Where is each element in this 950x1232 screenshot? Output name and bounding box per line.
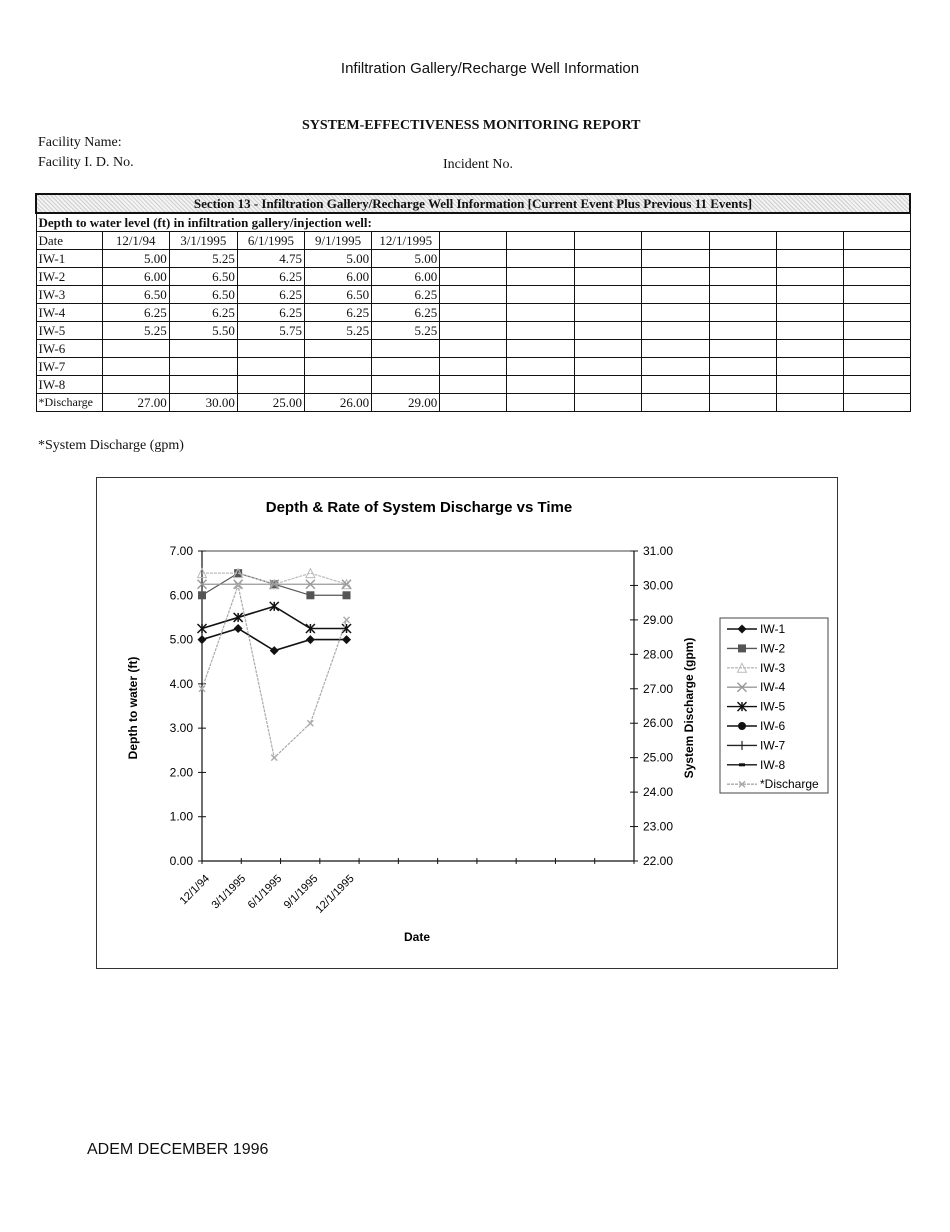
y2-tick-label: 23.00 [643,819,674,834]
footnote: *System Discharge (gpm) [38,438,184,453]
table-row [36,376,910,394]
value-cell [641,286,709,304]
value-cell: 6.25 [237,268,304,286]
y2-tick-label: 30.00 [643,578,674,593]
y-tick-label: 7.00 [169,544,193,558]
square-marker-shape [343,591,351,599]
value-cell: 27.00 [102,394,169,412]
value-cell: 5.25 [305,322,372,340]
value-cell [440,322,507,340]
series-point-iw-5 [270,602,279,611]
value-cell [844,322,910,340]
y2-tick-label: 27.00 [643,681,674,696]
value-cell [507,250,574,268]
table-row [36,286,910,304]
value-cell [776,376,843,394]
value-cell [709,322,776,340]
series-point-iw-1 [198,635,207,644]
x-tick-label: 12/1/94 [177,872,213,908]
series-point-iw-5 [198,624,207,633]
value-cell [709,376,776,394]
section-heading: Section 13 - Infiltration Gallery/Recharge Well Information [Current Event Plus Previous 11 Events] [36,194,910,213]
legend-entry: IW-2 [760,641,786,656]
value-cell [574,268,641,286]
value-cell [641,358,709,376]
diamond-marker-shape [342,635,351,644]
y2-tick-label: 25.00 [643,750,674,765]
legend-entry: *Discharge [760,777,819,792]
row-label: IW-7 [36,358,102,376]
y-tick-label: 5.00 [169,632,193,647]
value-cell [440,358,507,376]
value-cell: 6.25 [102,304,169,322]
diamond-marker-shape [306,635,315,644]
value-cell [641,340,709,358]
date-cell [574,232,641,250]
value-cell [844,376,910,394]
value-cell [102,358,169,376]
value-cell [440,268,507,286]
value-cell: 6.50 [169,286,237,304]
date-cell: 9/1/1995 [305,232,372,250]
x-tick-label: 9/1/1995 [281,872,321,912]
series-point-iw-3 [306,569,315,578]
value-cell [440,394,507,412]
y-tick-label: 4.00 [169,676,193,691]
row-label: IW-3 [36,286,102,304]
table-row [36,358,910,376]
facility-name-label: Facility Name: [38,135,122,150]
value-cell [507,268,574,286]
value-cell [574,358,641,376]
value-cell [305,376,372,394]
value-cell [776,304,843,322]
table-row [36,304,910,322]
value-cell [574,340,641,358]
value-cell [776,250,843,268]
value-cell [574,376,641,394]
x-axis-title: Date [403,930,431,944]
value-cell: 30.00 [169,394,237,412]
x-tick-label: 6/1/1995 [245,872,285,912]
value-cell: 6.25 [237,286,304,304]
value-cell [844,358,910,376]
value-cell [641,304,709,322]
value-cell [372,376,440,394]
value-cell [776,340,843,358]
value-cell [709,394,776,412]
table-row [36,250,910,268]
legend-entry: IW-7 [760,738,786,753]
well-data-table [35,193,911,412]
date-cell [709,232,776,250]
series-point-iw-2 [198,591,206,599]
value-cell [709,250,776,268]
series-point-iw-1 [342,635,351,644]
value-cell [372,358,440,376]
chart-title: Depth & Rate of System Discharge vs Time [265,499,573,516]
discharge-chart [97,478,837,968]
value-cell [844,394,910,412]
value-cell: 6.25 [305,304,372,322]
series-point-iw-1 [306,635,315,644]
value-cell: 6.25 [237,304,304,322]
value-cell [305,358,372,376]
legend-swatch-marker [738,722,746,730]
value-cell [776,322,843,340]
value-cell [169,376,237,394]
value-cell [844,286,910,304]
y-axis-title: Depth to water (ft) [126,656,140,760]
value-cell [440,304,507,322]
y2-axis-title: System Discharge (gpm) [682,637,696,779]
legend-entry: IW-4 [760,680,786,695]
value-cell: 5.00 [102,250,169,268]
value-cell [507,286,574,304]
value-cell [776,286,843,304]
value-cell: 6.00 [102,268,169,286]
row-label: IW-8 [36,376,102,394]
value-cell [102,340,169,358]
value-cell [844,268,910,286]
value-cell [440,250,507,268]
legend-swatch-marker [739,763,745,766]
date-cell [507,232,574,250]
value-cell: 5.25 [372,322,440,340]
dash-marker-shape [739,763,745,766]
value-cell [507,394,574,412]
value-cell [709,268,776,286]
date-cell: 6/1/1995 [237,232,304,250]
legend-entry: IW-5 [760,699,786,714]
value-cell [844,250,910,268]
x-tick-label: 3/1/1995 [209,872,249,912]
value-cell [237,358,304,376]
legend-entry: IW-3 [760,660,786,675]
value-cell [574,250,641,268]
date-cell [641,232,709,250]
diamond-marker-shape [270,646,279,655]
value-cell: 5.25 [169,250,237,268]
value-cell: 6.00 [305,268,372,286]
value-cell [507,340,574,358]
value-cell [574,304,641,322]
y-tick-label: 6.00 [169,588,193,603]
legend-entry: IW-1 [760,622,786,636]
value-cell: 25.00 [237,394,304,412]
facility-id-label: Facility I. D. No. [38,155,134,170]
value-cell: 5.50 [169,322,237,340]
circle-marker-shape [738,722,746,730]
y-tick-label: 2.00 [169,765,193,780]
date-label: Date [36,232,102,250]
value-cell: 5.00 [305,250,372,268]
row-label: IW-2 [36,268,102,286]
value-cell [237,376,304,394]
series-point-discharge [271,755,277,761]
value-cell [776,358,843,376]
value-cell: 6.50 [305,286,372,304]
square-marker-shape [306,591,314,599]
value-cell: 6.25 [372,304,440,322]
row-label: IW-6 [36,340,102,358]
date-cell: 3/1/1995 [169,232,237,250]
value-cell [507,304,574,322]
value-cell [709,340,776,358]
diamond-marker-shape [198,635,207,644]
value-cell [169,358,237,376]
legend-entry: IW-6 [760,719,786,733]
table-row [36,394,910,412]
value-cell: 29.00 [372,394,440,412]
triangle-marker-shape [306,569,315,578]
value-cell [641,322,709,340]
value-cell [709,286,776,304]
series-point-discharge [307,720,313,726]
value-cell: 6.25 [169,304,237,322]
value-cell: 6.25 [372,286,440,304]
date-cell [776,232,843,250]
value-cell [440,286,507,304]
incident-label: Incident No. [443,157,513,172]
series-point-iw-2 [306,591,314,599]
value-cell [440,376,507,394]
row-label: IW-5 [36,322,102,340]
value-cell [305,340,372,358]
date-cell [440,232,507,250]
value-cell [507,322,574,340]
x-tick-label: 12/1/1995 [313,872,357,916]
square-marker-shape [738,644,746,652]
y2-tick-label: 24.00 [643,785,674,800]
table-row [36,340,910,358]
square-marker-shape [198,591,206,599]
page-title: Infiltration Gallery/Recharge Well Information [340,60,640,77]
diamond-marker-shape [234,624,243,633]
row-label: IW-4 [36,304,102,322]
y2-tick-label: 22.00 [643,854,674,868]
row-label: IW-1 [36,250,102,268]
footer-text: ADEM DECEMBER 1996 [87,1141,269,1158]
value-cell: 5.75 [237,322,304,340]
date-cell: 12/1/94 [102,232,169,250]
value-cell [440,340,507,358]
y2-tick-label: 28.00 [643,647,674,662]
value-cell [507,376,574,394]
value-cell [507,358,574,376]
y2-tick-label: 29.00 [643,612,674,627]
y2-tick-label: 31.00 [643,544,674,558]
value-cell [709,304,776,322]
value-cell [574,286,641,304]
y-tick-label: 1.00 [169,809,193,824]
value-cell: 26.00 [305,394,372,412]
series-point-iw-1 [270,646,279,655]
series-point-discharge [344,617,350,623]
value-cell [574,322,641,340]
legend-entry: IW-8 [760,757,786,772]
report-title: SYSTEM-EFFECTIVENESS MONITORING REPORT [302,118,641,133]
series-point-iw-5 [234,613,243,622]
value-cell [641,376,709,394]
value-cell [574,394,641,412]
value-cell [844,340,910,358]
table-row [36,322,910,340]
series-point-iw-1 [234,624,243,633]
value-cell: 5.25 [102,322,169,340]
chart-frame [96,477,838,969]
value-cell [776,394,843,412]
row-label: *Discharge [36,394,102,412]
value-cell [776,268,843,286]
table-row [36,268,910,286]
value-cell [372,340,440,358]
date-cell [844,232,910,250]
value-cell [844,304,910,322]
date-cell: 12/1/1995 [372,232,440,250]
table-subheading: Depth to water level (ft) in infiltration gallery/injection well: [36,213,910,232]
value-cell: 6.00 [372,268,440,286]
series-line-discharge [202,585,347,757]
series-point-iw-2 [343,591,351,599]
value-cell: 6.50 [102,286,169,304]
value-cell [641,394,709,412]
value-cell: 4.75 [237,250,304,268]
value-cell [709,358,776,376]
value-cell [102,376,169,394]
value-cell [169,340,237,358]
value-cell [641,250,709,268]
date-row [36,232,910,250]
value-cell: 5.00 [372,250,440,268]
y-tick-label: 0.00 [169,854,193,868]
y-tick-label: 3.00 [169,721,193,736]
y2-tick-label: 26.00 [643,716,674,731]
value-cell [641,268,709,286]
value-cell [237,340,304,358]
value-cell: 6.50 [169,268,237,286]
legend-swatch-marker [738,644,746,652]
